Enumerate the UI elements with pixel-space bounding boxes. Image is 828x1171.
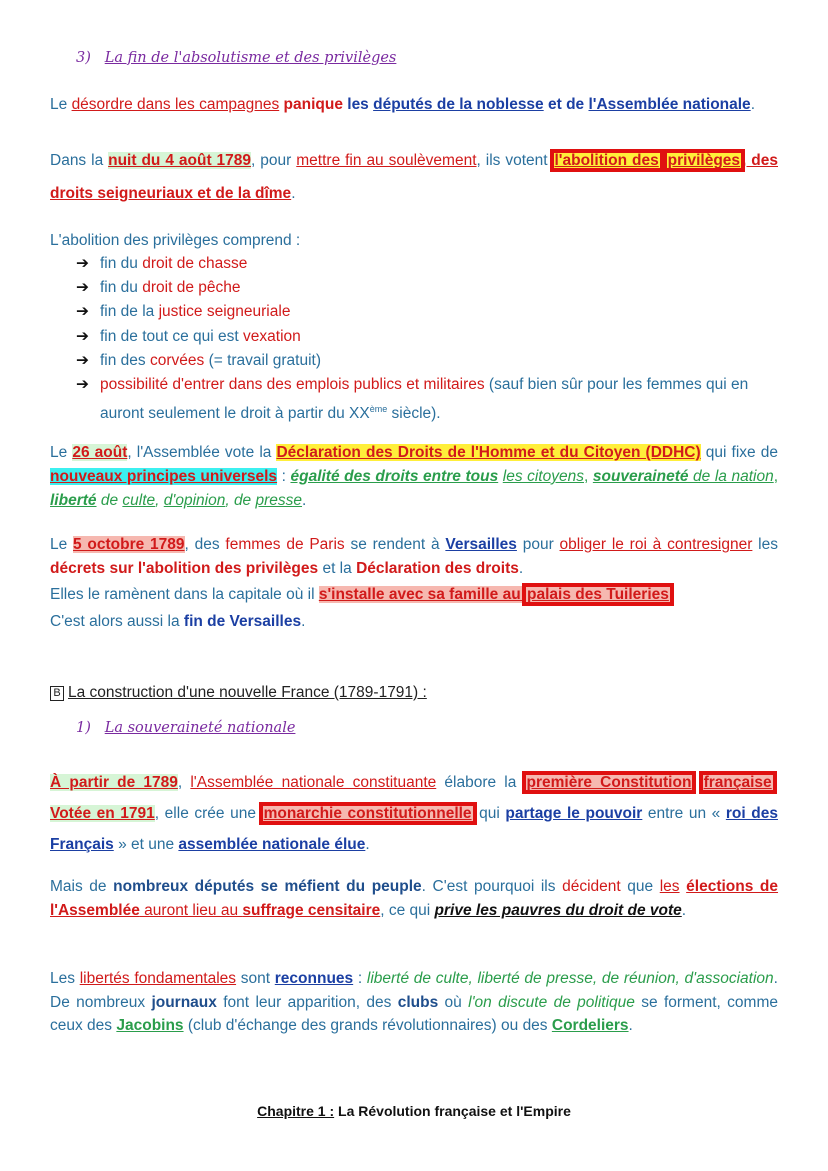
list-item: ➔ fin des corvées (= travail gratuit) xyxy=(76,349,780,373)
arrow-icon: ➔ xyxy=(76,303,89,321)
list-item: ➔ fin de la justice seigneuriale xyxy=(76,300,780,324)
arrow-icon: ➔ xyxy=(76,279,89,297)
section-3-heading xyxy=(76,50,396,66)
highlight-privileges: privilèges xyxy=(667,152,741,169)
highlight-francaise: française xyxy=(703,774,772,791)
abolition-list xyxy=(76,252,780,427)
list-item: ➔ fin du droit de pêche xyxy=(76,276,780,300)
arrow-icon: ➔ xyxy=(76,376,89,394)
page-footer xyxy=(0,1103,828,1119)
highlight-tuileries: palais des Tuileries xyxy=(527,586,669,603)
section-b-title: La construction d'une nouvelle France (1789-1791) : xyxy=(68,684,427,701)
paragraph-tuileries: Elles le ramènent dans la capitale où il s'installe avec sa famille au palais des Tuileries . xyxy=(50,586,676,603)
paragraph-libertes: Les libertés fondamentales sont reconnues : liberté de culte, liberté de presse, de réunion, d'association. De nombreux journaux font leur apparition, des clubs où l'on discute de politique se forment, comme ceux des Jacobins (club d'échange des grands révolutionnaires) ou des Cordeliers. xyxy=(50,970,778,1034)
paragraph-fin-versailles: C'est alors aussi la fin de Versailles. xyxy=(50,613,306,630)
arrow-icon: ➔ xyxy=(76,351,89,369)
list-item: ➔ possibilité d'entrer dans des emplois publics et militaires (sauf bien sûr pour les femmes qui en auront seulement le droit à partir du XXème siècle). xyxy=(76,373,780,427)
list-item: ➔ fin de tout ce qui est vexation xyxy=(76,325,780,349)
footer-chapter-label: Chapitre 1 : xyxy=(257,1103,335,1119)
paragraph-5-octobre: Le 5 octobre 1789, des femmes de Paris se rendent à Versailles pour obliger le roi à contresigner les décrets sur l'abolition des privilèges et la Déclaration des droits. xyxy=(50,536,778,577)
highlight-abolition: l'abolition des xyxy=(554,152,659,169)
section-number: 3) xyxy=(76,50,91,66)
arrow-icon: ➔ xyxy=(76,327,89,345)
footer-chapter-title: La Révolution française et l'Empire xyxy=(334,1103,571,1119)
section-title: La fin de l'absolutisme et des privilèges xyxy=(104,50,397,66)
list-item: ➔ fin du droit de chasse xyxy=(76,252,780,276)
section-b-heading xyxy=(50,684,427,702)
section-number: 1) xyxy=(76,720,91,736)
section-letter: B xyxy=(50,686,64,701)
section-title: La souveraineté nationale xyxy=(104,720,296,736)
paragraph-desordre: Le désordre dans les campagnes panique les députés de la noblesse et de l'Assemblée nationale. xyxy=(50,96,755,113)
abolition-intro: L'abolition des privilèges comprend : xyxy=(50,232,301,249)
section-1-heading xyxy=(76,720,295,736)
paragraph-ddhc: Le 26 août, l'Assemblée vote la Déclaration des Droits de l'Homme et du Citoyen (DDHC) qui fixe de nouveaux principes universels : égalité des droits entre tous les citoyens, souveraineté de la nation, liberté de culte, d'opinion, de presse. xyxy=(50,444,779,509)
paragraph-constitution: À partir de 1789, l'Assemblée nationale constituante élabore la première Constitution française . Votée en 1791, elle crée une monarchie constitutionnelle qui partage le pouvoir entre un « roi des Français » et une assemblée nationale élue. xyxy=(50,774,778,853)
paragraph-suffrage: Mais de nombreux députés se méfient du peuple. C'est pourquoi ils décident que les élections de l'Assemblée auront lieu au suffrage censitaire, ce qui prive les pauvres du droit de vote. xyxy=(50,878,779,919)
arrow-icon: ➔ xyxy=(76,255,89,272)
highlight-monarchie: monarchie constitutionnelle xyxy=(263,805,472,822)
paragraph-nuit-4-aout: Dans la nuit du 4 août 1789, pour mettre fin au soulèvement, ils votent l'abolition des privilèges , des droits seigneuriaux et de la dîme. xyxy=(50,152,778,202)
highlight-constitution: première Constitution xyxy=(526,774,692,791)
